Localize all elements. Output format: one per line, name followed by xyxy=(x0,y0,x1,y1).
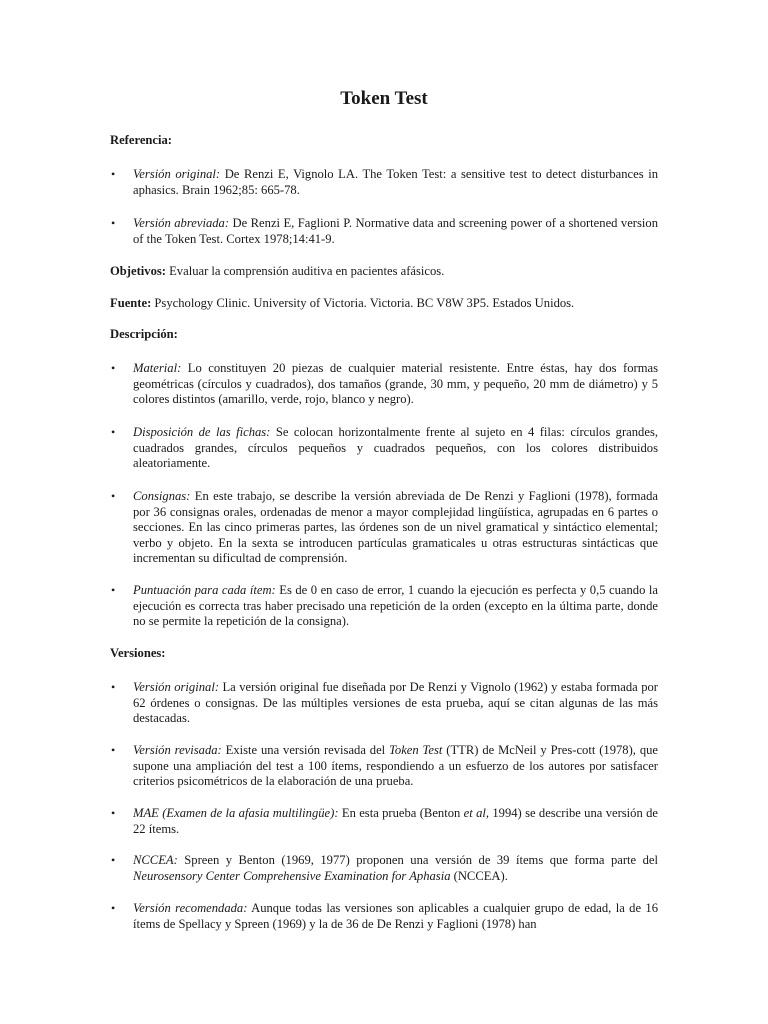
bullet-icon: • xyxy=(111,806,116,820)
item-pre-text: Existe una versión revisada del xyxy=(221,743,390,757)
bullet-icon: • xyxy=(111,216,116,230)
page-title: Token Test xyxy=(340,88,428,109)
list-item xyxy=(111,680,658,727)
item-text: De Renzi E, Faglioni P. Normative data and screening power of a shortened version of the Token Test. Cortex 1978;14:41-9. xyxy=(133,216,658,246)
item-emphasis: Neurosensory Center Comprehensive Examination for Aphasia xyxy=(133,868,451,883)
objetivos-paragraph xyxy=(110,264,658,280)
bullet-icon: • xyxy=(111,361,116,375)
bullet-icon: • xyxy=(111,425,116,439)
item-label: Material: xyxy=(133,361,182,375)
item-text: Se colocan horizontalmente frente al sujeto en 4 filas: círculos grandes, cuadrados grandes, círculos pequeños y cuadrados pequeños, con los colores distribuidos aleatoriamente. xyxy=(133,425,658,471)
item-label: MAE (Examen de la afasia multilingüe): xyxy=(133,806,339,820)
item-emphasis: et al, xyxy=(463,806,490,820)
item-label: Versión recomendada: xyxy=(133,901,248,915)
item-pre-text: Spreen y Benton (1969, 1977) proponen una versión de 39 ítems que forma parte del xyxy=(177,853,658,867)
list-item xyxy=(111,853,658,884)
section-heading-referencia: Referencia: xyxy=(110,133,173,147)
item-label: Puntuación para cada ítem: xyxy=(133,583,276,597)
objetivos-label: Objetivos: xyxy=(110,264,166,278)
item-text: 1994) se describe una versión de 22 ítems. xyxy=(133,806,658,836)
section-heading-descripcion: Descripción: xyxy=(110,327,178,341)
bullet-icon: • xyxy=(111,743,116,757)
item-text: La versión original fue diseñada por De Renzi y Vignolo (1962) y estaba formada por 62 órdenes o consignas. De las múltiples versiones de esta prueba, aquí se citan algunas de las más destacadas. xyxy=(133,680,658,726)
list-item xyxy=(111,216,658,247)
bullet-icon: • xyxy=(111,680,116,694)
list-item xyxy=(111,901,659,932)
fuente-paragraph xyxy=(110,296,658,312)
item-pre-text: En esta prueba (Benton xyxy=(338,806,464,820)
item-label: Versión original: xyxy=(133,680,220,694)
bullet-icon: • xyxy=(111,901,116,915)
bullet-icon: • xyxy=(111,853,116,867)
item-label: NCCEA: xyxy=(133,853,178,867)
bullet-icon: • xyxy=(111,583,116,597)
section-heading-versiones: Versiones: xyxy=(110,646,166,660)
objetivos-text: Evaluar la comprensión auditiva en pacientes afásicos. xyxy=(165,264,445,278)
item-text: Lo constituyen 20 piezas de cualquier material resistente. Entre éstas, hay dos formas geométricas (círculos y cuadrados), dos tamaños (grande, 30 mm, y pequeño, 20 mm de diámetro) y 5 colores distintos (amarillo, verde, rojo, blanco y negro). xyxy=(133,361,658,407)
item-text: En este trabajo, se describe la versión abreviada de De Renzi y Faglioni (1978), formada por 36 consignas orales, ordenadas de menor a mayor complejidad lingüística, agrupadas en 6 partes o secciones. En las cinco primeras partes, las órdenes son de un nivel gramatical y sintáctico elemental; verbo y objeto. En la sexta se introducen partículas gramaticales u otras estructuras sintácticas que incrementan su dificultad de comprensión. xyxy=(133,489,658,566)
bullet-icon: • xyxy=(111,167,116,181)
list-item xyxy=(111,743,659,790)
list-item xyxy=(111,167,659,198)
list-item xyxy=(111,361,658,408)
item-label: Versión abreviada: xyxy=(133,216,230,230)
list-item xyxy=(111,806,658,837)
item-text: (TTR) de McNeil y Pres-cott (1978), que supone una ampliación del test a 100 ítems, respondiendo a un esfuerzo de los autores por satisfacer criterios psicométricos de la elaboración de una prueba. xyxy=(133,743,659,789)
item-emphasis: Token Test xyxy=(389,743,443,757)
item-label: Consignas: xyxy=(133,489,191,503)
item-label: Disposición de las fichas: xyxy=(133,425,271,439)
item-text: Aunque todas las versiones son aplicables a cualquier grupo de edad, la de 16 ítems de Spellacy y Spreen (1969) y la de 36 de De Renzi y Faglioni (1978) han xyxy=(133,901,659,931)
list-item xyxy=(111,583,659,630)
list-item xyxy=(111,425,658,472)
item-text: De Renzi E, Vignolo LA. The Token Test: a sensitive test to detect disturbances in aphasics. Brain 1962;85: 665-78. xyxy=(133,167,659,197)
item-text: (NCCEA). xyxy=(450,868,508,883)
fuente-label: Fuente: xyxy=(110,296,152,310)
bullet-icon: • xyxy=(111,489,116,503)
item-label: Versión original: xyxy=(133,167,221,181)
list-item xyxy=(111,489,658,567)
item-label: Versión revisada: xyxy=(133,743,222,757)
fuente-text: Psychology Clinic. University of Victoria. Victoria. BC V8W 3P5. Estados Unidos. xyxy=(151,296,575,310)
item-text: Es de 0 en caso de error, 1 cuando la ejecución es perfecta y 0,5 cuando la ejecución es correcta tras haber precisado una repetición de la orden (excepto en la última parte, donde no se permite la repetición de la consigna). xyxy=(133,583,659,629)
